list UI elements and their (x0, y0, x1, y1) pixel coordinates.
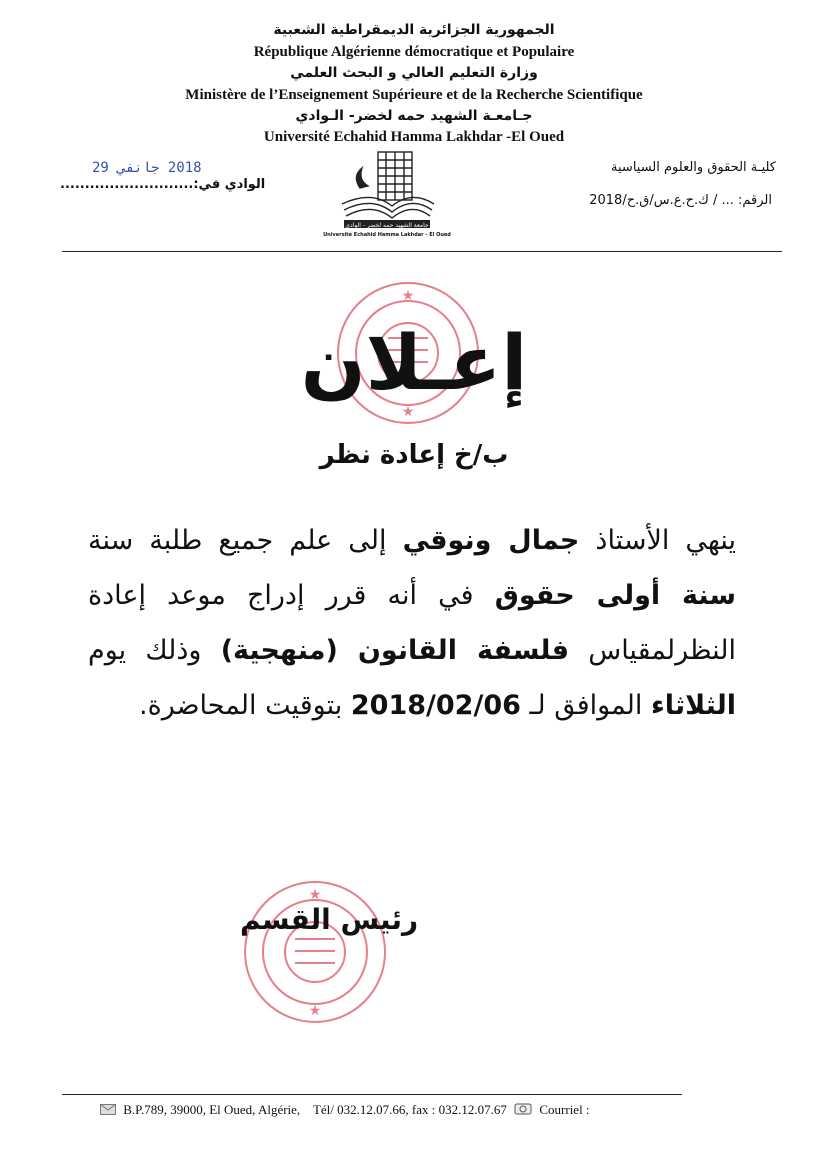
notice-body (88, 513, 736, 733)
body-text-4: وذلك يوم (88, 635, 221, 666)
header-line-6: Université Echahid Hamma Lakhdar -El Oued (263, 129, 565, 145)
footer-phone: Tél/ 032.12.07.66, fax : 032.12.07.67 (312, 1102, 507, 1117)
footer (96, 1102, 590, 1119)
student-year: سنة أولى حقوق (494, 580, 737, 611)
notice-title: إعـلان (300, 318, 528, 407)
mail-icon (100, 1103, 116, 1119)
exam-date: 2018/02/06 (350, 690, 521, 721)
course-name: فلسفة القانون (منهجية) (220, 635, 569, 666)
svg-text:★: ★ (401, 404, 415, 420)
official-stamp-bottom (240, 877, 390, 1027)
svg-text:★: ★ (308, 1003, 322, 1019)
date-stamp: 2018 جانفي 29 (92, 160, 202, 176)
footer-email-label: Courriel : (539, 1102, 590, 1117)
logo-caption-fr: Université Echahid Hamma Lakhdar - El Oued (323, 232, 451, 238)
stamp-icon (240, 877, 390, 1027)
svg-text:★: ★ (308, 887, 322, 903)
header-line-5: جـامعـة الشهيد حمه لخضر- الـوادي (295, 108, 533, 124)
notice-subtitle: ب/خ إعادة نظر (319, 440, 509, 470)
footer-address: B.P.789, 39000, El Oued, Algérie, (123, 1102, 301, 1117)
header-line-3: وزارة التعليم العالي و البحث العلمي (290, 65, 538, 81)
body-text-3: في أنه قرر إدراج موعد إعادة النظرلمقياس (88, 580, 736, 666)
header-line-1: الجمهورية الجزائرية الديمقراطية الشعبية (273, 22, 555, 38)
exam-day: الثلاثاء (651, 690, 736, 721)
email-icon (514, 1103, 532, 1119)
body-text-2: إلى علم جميع طلبة سنة (88, 525, 403, 556)
faculty-name: كليـة الحقوق والعلوم السياسية (611, 160, 776, 175)
svg-text:★: ★ (401, 288, 415, 304)
body-text-1: ينهي الأستاذ (579, 525, 736, 556)
header-divider (62, 251, 782, 252)
university-logo (323, 146, 451, 242)
department-head-signature: رئيس القسم (240, 903, 419, 936)
body-text-6: بتوقيت المحاضرة. (138, 690, 351, 721)
header-line-2: République Algérienne démocratique et Populaire (253, 44, 575, 60)
date-label: الوادي في:........................... (60, 177, 266, 192)
reference-number: الرقم: ... / ك.ح.ع.س/ق.ح/2018 (589, 193, 772, 208)
header-line-4: Ministère de l’Enseignement Supérieure et de la Recherche Scientifique (185, 87, 643, 103)
footer-divider (62, 1094, 682, 1095)
body-text-5: الموافق لـ (520, 690, 651, 721)
logo-caption-ar: جامعة الشهيد حمه لخضر - الوادي (345, 222, 429, 229)
professor-name: جمال ونوقي (402, 525, 580, 556)
